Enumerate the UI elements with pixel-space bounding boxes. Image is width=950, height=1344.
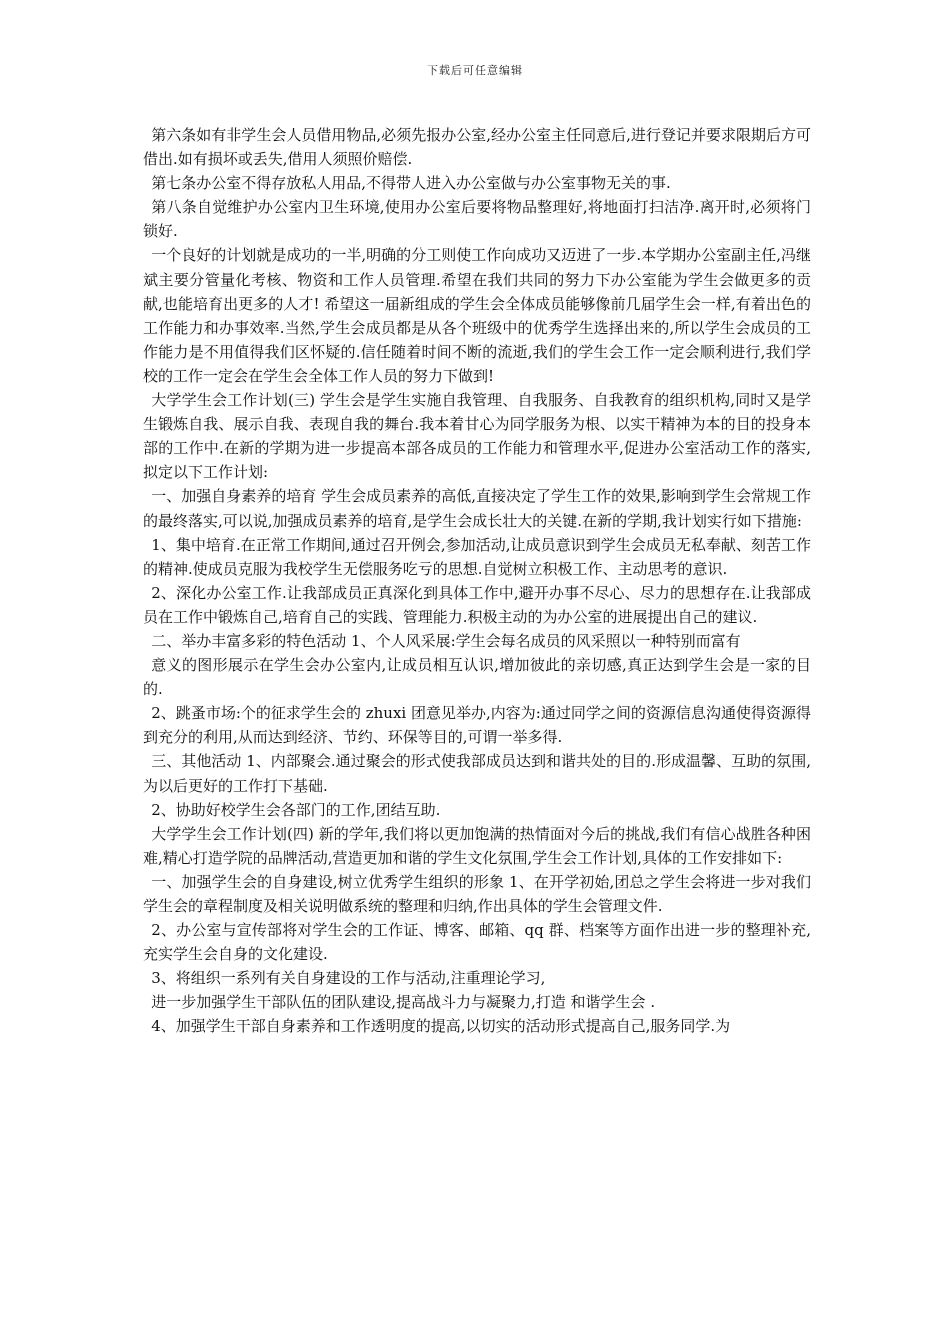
paragraph-plan-four-section-one: 一、加强学生会的自身建设,树立优秀学生组织的形象 1、在开学初始,团总之学生会将进一步对我们学生会的章程制度及相关说明做系统的整理和归纳,作出具体的学生会管理文件. [143,872,811,915]
document-body [143,123,811,1039]
paragraph-cooperation: 2、协助好校学生会各部门的工作,团结互助. [151,800,441,819]
paragraph-item-1-training: 1、集中培育.在正常工作期间,通过召开例会,参加活动,让成员意识到学生会成员无私奉献、刻苦工作的精神.使成员克服为我校学生无偿服务吃亏的思想.自觉树立积极工作、主动思考的意识. [143,535,811,578]
page-header: 下载后可任意编辑 [427,64,523,77]
paragraph-plan-four-intro: 大学学生会工作计划(四) 新的学年,我们将以更加饱满的热情面对今后的挑战,我们有信心战胜各种困难,精心打造学院的品牌活动,营造更加和谐的学生文化氛围,学生会工作计划,具体的工作安排如下: [143,824,811,867]
paragraph-plan-four-item-3: 3、将组织一系列有关自身建设的工作与活动,注重理论学习, [151,969,546,988]
paragraph-article-7: 第七条办公室不得存放私人用品,不得带人进入办公室做与办公室事物无关的事. [151,174,671,193]
paragraph-section-three: 三、其他活动 1、内部聚会.通过聚会的形式使我部成员达到和谐共处的目的.形成温馨、互助的氛围,为以后更好的工作打下基础. [143,752,811,795]
paragraph-section-two: 二、举办丰富多彩的特色活动 1、个人风采展:学生会每名成员的风采照以一种特别而富有 [151,631,741,650]
paragraph-plan-four-item-4: 4、加强学生干部自身素养和工作透明度的提高,以切实的活动形式提高自己,服务同学.为 [151,1017,731,1036]
paragraph-plan-three-intro: 大学学生会工作计划(三) 学生会是学生实施自我管理、自我服务、自我教育的组织机构,同时又是学生锻炼自我、展示自我、表现自我的舞台.我本着甘心为同学服务为根、以实干精神为本的目的投身本部的工作中.在新的学期为进一步提高本部各成员的工作能力和管理水平,促进办公室活动工作的落实,拟定以下工作计划: [143,391,811,482]
paragraph-section-one: 一、加强自身素养的培育 学生会成员素养的高低,直接决定了学生工作的效果,影响到学生会常规工作的最终落实,可以说,加强成员素养的培育,是学生会成长壮大的关键.在新的学期,我计划实行如下措施: [143,487,811,530]
paragraph-item-2-office-work: 2、深化办公室工作.让我部成员正真深化到具体工作中,避开办事不尽心、尽力的思想存在.让我部成员在工作中锻炼自己,培育自己的实践、管理能力.积极主动的为办公室的进展提出自己的建议. [143,583,811,626]
paragraph-plan-four-item-3-continued: 进一步加强学生干部队伍的团队建设,提高战斗力与凝聚力,打造 和谐学生会 . [151,993,656,1012]
paragraph-article-8: 第八条自觉维护办公室内卫生环境,使用办公室后要将物品整理好,将地面打扫洁净.离开时,必须将门锁好. [143,198,811,241]
paragraph-section-two-continued: 意义的图形展示在学生会办公室内,让成员相互认识,增加彼此的亲切感,真正达到学生会是一家的目的. [143,656,811,699]
paragraph-article-6: 第六条如有非学生会人员借用物品,必须先报办公室,经办公室主任同意后,进行登记并要求限期后方可借出.如有损坏或丢失,借用人须照价赔偿. [143,126,811,169]
paragraph-plan-four-item-2: 2、办公室与宣传部将对学生会的工作证、博客、邮箱、qq 群、档案等方面作出进一步的整理补充,充实学生会自身的文化建设. [143,921,811,964]
paragraph-plan-summary: 一个良好的计划就是成功的一半,明确的分工则使工作向成功又迈进了一步.本学期办公室副主任,冯继斌主要分管量化考核、物资和工作人员管理.希望在我们共同的努力下办公室能为学生会做更多的贡献,也能培育出更多的人才! 希望这一届新组成的学生会全体成员能够像前几届学生会一样,有着出色的工作能力和办事效率.当然,学生会成员都是从各个班级中的优秀学生选择出来的,所以学生会成员的工作能力是不用值得我们区怀疑的.信任随着时间不断的流逝,我们的学生会工作一定会顺利进行,我们学校的工作一定会在学生会全体工作人员的努力下做到! [143,246,811,385]
paragraph-flea-market: 2、跳蚤市场:个的征求学生会的 zhuxi 团意见举办,内容为:通过同学之间的资源信息沟通使得资源得到充分的利用,从而达到经济、节约、环保等目的,可谓一举多得. [143,704,811,747]
